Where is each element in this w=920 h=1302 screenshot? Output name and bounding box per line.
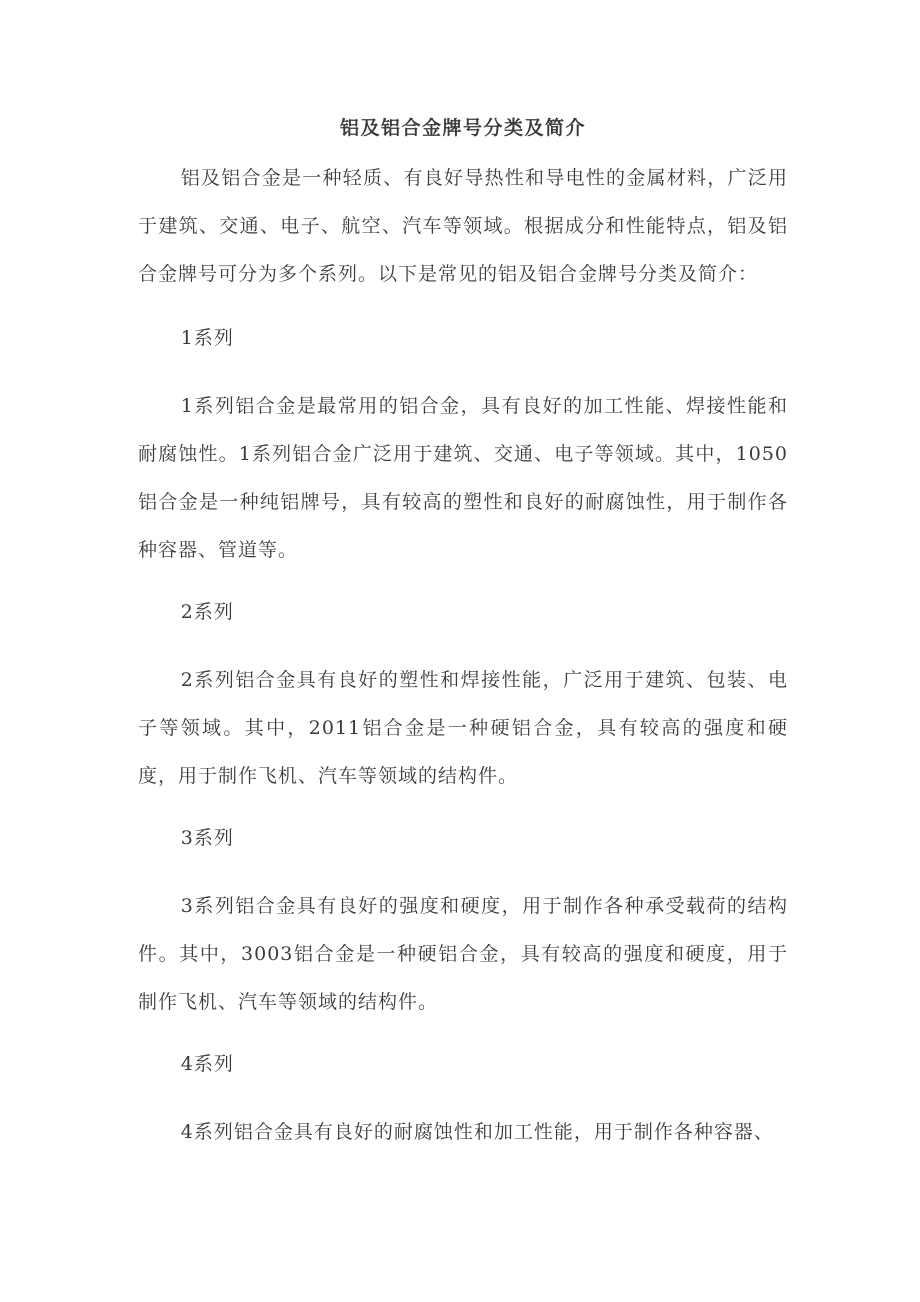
section-2 — [138, 588, 788, 800]
section-1 — [138, 314, 788, 574]
section-heading: 2系列 — [180, 601, 234, 623]
document-page — [138, 108, 788, 1170]
intro-paragraph: 铝及铝合金是一种轻质、有良好导热性和导电性的金属材料，广泛用于建筑、交通、电子、航空、汽车等领域。根据成分和性能特点，铝及铝合金牌号可分为多个系列。以下是常见的铝及铝合金牌号分类及简介： — [138, 167, 788, 285]
section-paragraph: 3系列铝合金具有良好的强度和硬度，用于制作各种承受载荷的结构件。其中，3003铝合金是一种硬铝合金，具有较高的强度和硬度，用于制作飞机、汽车等领域的结构件。 — [138, 895, 788, 1013]
section-paragraph: 2系列铝合金具有良好的塑性和焊接性能，广泛用于建筑、包装、电子等领域。其中，2011铝合金是一种硬铝合金，具有较高的强度和硬度，用于制作飞机、汽车等领域的结构件。 — [138, 669, 788, 787]
section-3 — [138, 814, 788, 1026]
section-heading: 1系列 — [180, 327, 234, 349]
section-4 — [138, 1040, 788, 1156]
section-heading: 4系列 — [180, 1053, 234, 1075]
section-heading: 3系列 — [180, 827, 234, 849]
section-paragraph: 4系列铝合金具有良好的耐腐蚀性和加工性能，用于制作各种容器、 — [180, 1121, 774, 1143]
section-paragraph: 1系列铝合金是最常用的铝合金，具有良好的加工性能、焊接性能和耐腐蚀性。1系列铝合金广泛用于建筑、交通、电子等领域。其中，1050铝合金是一种纯铝牌号，具有较高的塑性和良好的耐腐蚀性，用于制作各种容器、管道等。 — [138, 395, 788, 561]
document-title: 铝及铝合金牌号分类及简介 — [339, 117, 586, 139]
